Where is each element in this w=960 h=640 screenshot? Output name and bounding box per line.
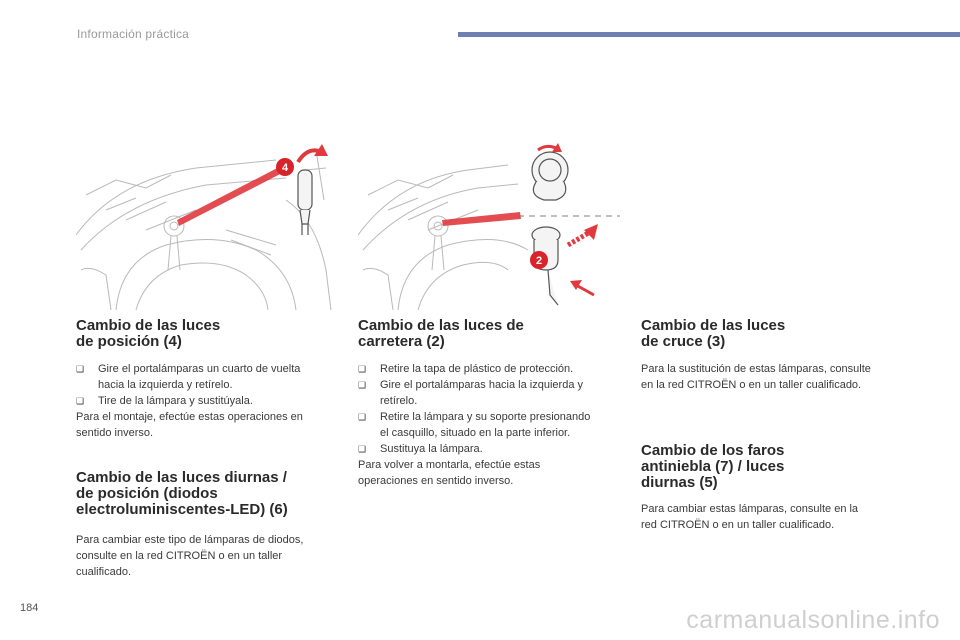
text-line: en la red CITROËN o en un taller cualificado.: [641, 379, 862, 391]
title-line: electroluminiscentes-LED) (6): [76, 501, 288, 518]
header-accent-bar: [458, 32, 960, 37]
section-title-daytime-led: [76, 470, 338, 518]
list-item: [358, 409, 626, 425]
title-line: antiniebla (7) / luces: [641, 458, 785, 475]
title-line: Cambio de las luces: [641, 317, 786, 334]
headlamp-drawing-high-beam: [358, 140, 620, 310]
checkbox-bullet-icon: ❏: [76, 364, 85, 374]
text-fog-lamps: [641, 501, 911, 533]
checkbox-bullet-icon: ❏: [358, 444, 367, 454]
section-high-beam: [358, 318, 626, 489]
list-item: [358, 425, 626, 441]
title-line: Cambio de las luces: [76, 317, 221, 334]
step-text: Retire la lámpara y su soporte presionando: [380, 411, 591, 423]
step-text: Tire de la lámpara y sustitúyala.: [98, 395, 253, 407]
checkbox-bullet-icon: ❏: [358, 412, 367, 422]
title-line: Cambio de los faros: [641, 442, 785, 459]
section-position-lamps: [76, 318, 338, 441]
list-item: [76, 361, 338, 377]
note-line: sentido inverso.: [76, 427, 154, 439]
title-line: Cambio de las luces diurnas /: [76, 469, 287, 486]
note-line: operaciones en sentido inverso.: [358, 475, 514, 487]
section-title-fog-lamps: [641, 443, 911, 491]
headlamp-drawing-position: [76, 140, 338, 310]
illustration-position-lamp: [76, 140, 338, 310]
text-line: Para la sustitución de estas lámparas, consulte: [641, 363, 871, 375]
text-line: Para cambiar estas lámparas, consulte en la: [641, 503, 859, 515]
title-line: diurnas (5): [641, 474, 718, 491]
section-header-title: Información práctica: [77, 27, 190, 41]
text-line: cualificado.: [76, 566, 132, 578]
step-text: Gire el portalámparas hacia la izquierda y: [380, 379, 583, 391]
step-text: hacia la izquierda y retírelo.: [98, 379, 233, 391]
watermark-text: carmanualsonline.info: [686, 606, 940, 634]
list-item: [358, 377, 626, 393]
section-title-low-beam: [641, 318, 911, 350]
checkbox-bullet-icon: ❏: [358, 364, 367, 374]
step-text: el casquillo, situado en la parte inferior.: [380, 427, 571, 439]
step-text: Retire la tapa de plástico de protección.: [380, 363, 574, 375]
note-high-beam: [358, 457, 626, 489]
note-line: Para el montaje, efectúe estas operaciones en: [76, 411, 303, 423]
page-number: 184: [20, 602, 39, 614]
title-line: de posición (4): [76, 333, 182, 350]
step-text: Sustituya la lámpara.: [380, 443, 483, 455]
step-text: retírelo.: [380, 395, 418, 407]
text-line: Para cambiar este tipo de lámparas de diodos,: [76, 534, 304, 546]
title-line: de posición (diodos: [76, 485, 218, 502]
title-line: Cambio de las luces de: [358, 317, 524, 334]
checkbox-bullet-icon: ❏: [76, 396, 85, 406]
list-item: [76, 393, 338, 409]
section-low-beam: [641, 318, 911, 393]
text-low-beam: [641, 361, 911, 393]
steps-list-position: [76, 361, 338, 409]
title-line: de cruce (3): [641, 333, 726, 350]
text-line: consulte en la red CITROËN o en un taller: [76, 550, 283, 562]
list-item: [358, 361, 626, 377]
title-line: carretera (2): [358, 333, 445, 350]
list-item: [358, 441, 626, 457]
steps-list-high-beam: [358, 361, 626, 457]
callout-number-2: 2: [535, 255, 543, 267]
note-position: [76, 409, 338, 441]
list-item: [76, 377, 338, 393]
text-daytime-led: [76, 532, 338, 580]
checkbox-bullet-icon: ❏: [358, 380, 367, 390]
note-line: Para volver a montarla, efectúe estas: [358, 459, 541, 471]
text-line: red CITROËN o en un taller cualificado.: [641, 519, 835, 531]
section-fog-lamps: [641, 443, 911, 533]
section-title-high-beam: [358, 318, 626, 350]
illustration-high-beam-lamp: [358, 140, 620, 310]
section-daytime-led: [76, 470, 338, 580]
callout-number-4: 4: [281, 162, 289, 174]
step-text: Gire el portalámparas un cuarto de vuelta: [98, 363, 301, 375]
section-title-position: [76, 318, 338, 350]
list-item: [358, 393, 626, 409]
